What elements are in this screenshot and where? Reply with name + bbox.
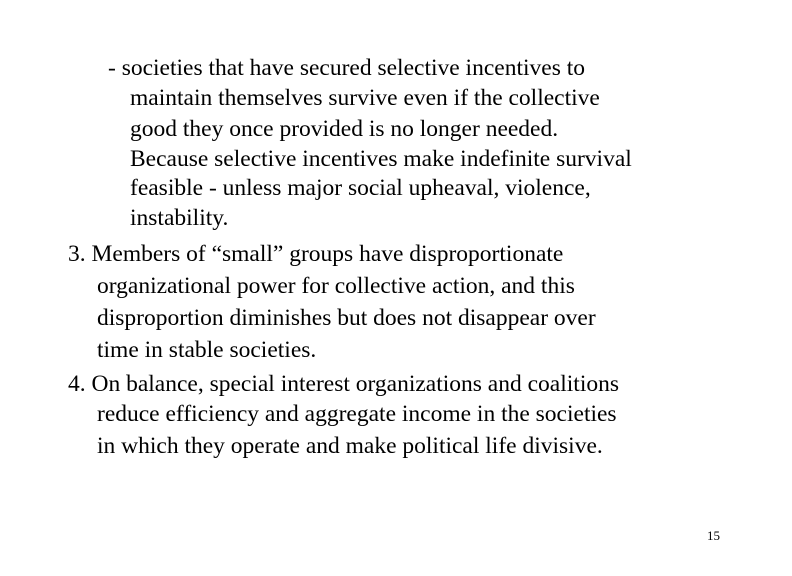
dash-item-line: - societies that have secured selective incentives to	[108, 55, 585, 81]
dash-item-line: good they once provided is no longer needed.	[130, 116, 559, 142]
item-4-line: 4. On balance, special interest organizations and coalitions	[68, 371, 619, 397]
page-number: 15	[707, 528, 720, 543]
dash-item-line: Because selective incentives make indefinite survival	[130, 146, 632, 172]
item-4-line: in which they operate and make political life divisive.	[97, 433, 603, 459]
dash-item-line: maintain themselves survive even if the collective	[130, 85, 600, 111]
item-3-line: organizational power for collective action, and this	[97, 273, 575, 299]
item-4-line: reduce efficiency and aggregate income in the societies	[97, 401, 617, 427]
item-3-line: time in stable societies.	[97, 337, 317, 363]
dash-item-line: feasible - unless major social upheaval, violence,	[130, 175, 591, 201]
item-3-line: 3. Members of “small” groups have disproportionate	[68, 241, 564, 267]
item-3-line: disproportion diminishes but does not disappear over	[97, 305, 596, 331]
dash-item-line: instability.	[130, 205, 229, 231]
